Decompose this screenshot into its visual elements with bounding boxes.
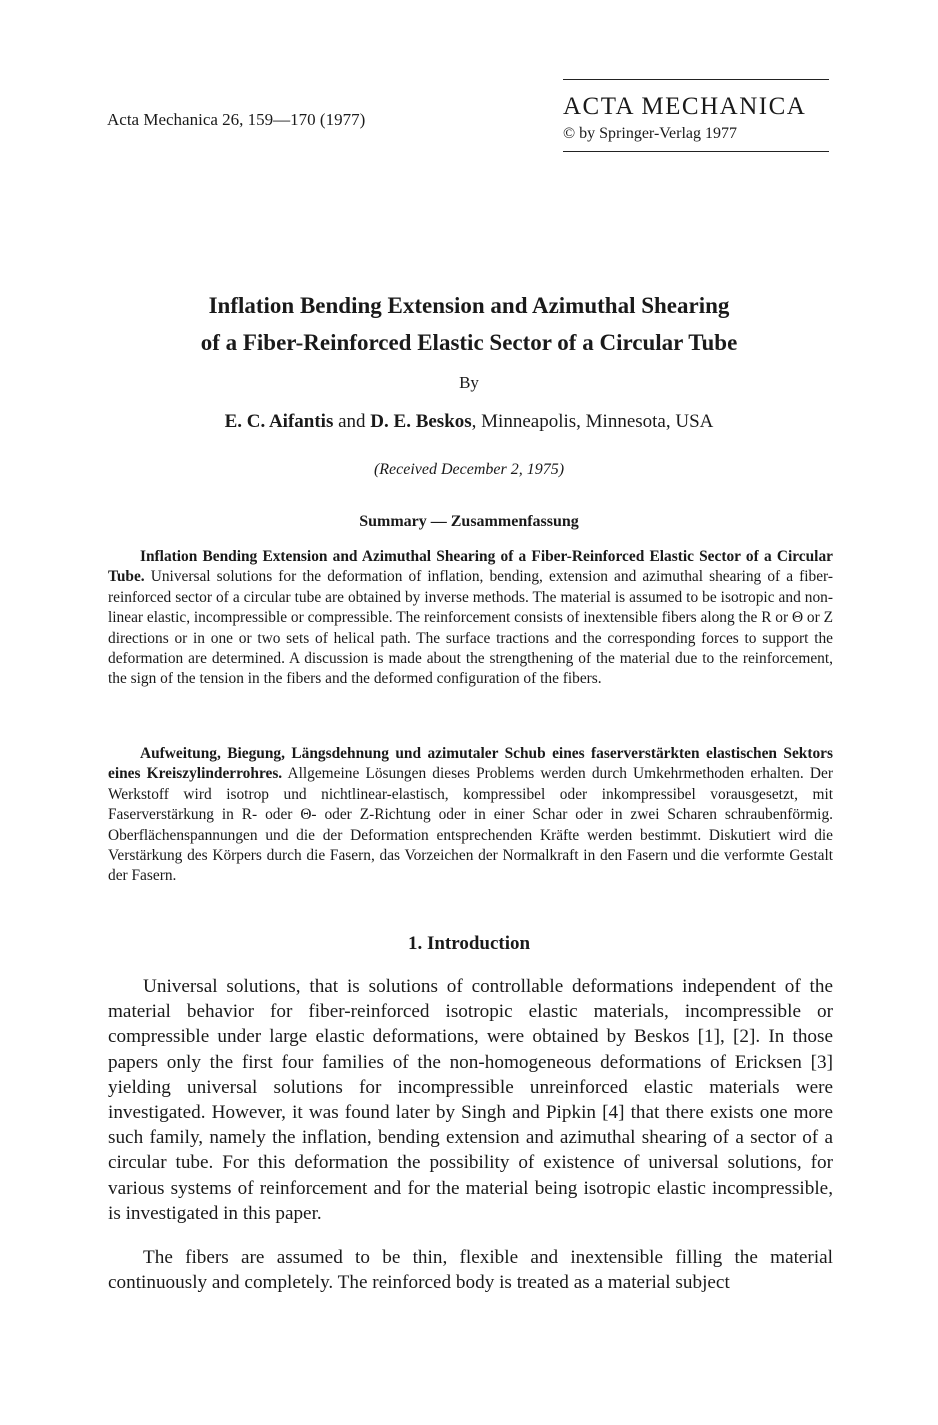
abstract-german-text: Allgemeine Lösungen dieses Problems werden durch Umkehrmethoden erhalten. Der Werkstoff wird isotrop und nichtlinear-elastisch, kompressibel oder inkompressibel vorausgesetzt, mit Faserverstärkung in R- oder Θ- oder Z-Richtung oder in einer Schar oder in zwei Scharen schraubenförmig. Oberflächenspannungen und die der Deformation entsprechenden Kräfte werden bestimmt. Diskutiert wird die Verstärkung des Körpers durch die Fasern, das Vorzeichen der Normalkraft in den Fasern und die verformte Gestalt der Fasern. <box>108 765 833 885</box>
abstract-english-text: Universal solutions for the deformation of inflation, bending, extension and azimuthal shearing of a fiber-reinforced sector of a circular tube are obtained by inverse methods. The material is assumed to be isotropic and non-linear elastic, incompressible or compressible. The reinforcement consists of inextensible fibers along the R or Θ or Z directions or in one or two sets of helical path. The surface tractions and the corresponding forces to support the deformation are determined. A discussion is made about the strengthening of the material due to the reinforcement, the sign of the tension in the fibers and the deformed configuration of the fibers. <box>108 568 834 688</box>
copyright-notice: © by Springer-Verlag 1977 <box>563 125 738 142</box>
section-heading-introduction: 1. Introduction <box>407 933 531 954</box>
author-1: E. C. Aifantis <box>224 411 334 432</box>
summary-heading: Summary — Zusammenfassung <box>359 513 579 530</box>
article-title <box>100 287 838 361</box>
abstract-english-title: Inflation Bending Extension and Azimuthal Shearing of a Fiber-Reinforced Elastic Sector of a Circular Tube. <box>108 548 833 586</box>
author-conjunction: and <box>333 411 371 432</box>
title-line-2: of a Fiber-Reinforced Elastic Sector of a Circular Tube <box>200 330 738 355</box>
abstract-german-title: Aufweitung, Biegung, Längsdehnung und azimutaler Schub eines faserverstärkten elastischen Sektors eines Kreiszylinderrohres. <box>108 745 833 783</box>
abstract-english <box>108 547 833 690</box>
introduction-paragraph-2: The fibers are assumed to be thin, flexible and inextensible filling the material continuously and completely. The reinforced body is treated as a material subject <box>108 1247 833 1294</box>
abstract-german <box>108 744 833 887</box>
affiliation: , Minneapolis, Minnesota, USA <box>471 411 714 432</box>
authors <box>100 411 838 433</box>
journal-citation: Acta Mechanica 26, 159—170 (1977) <box>107 110 366 129</box>
journal-name: ACTA MECHANICA <box>563 93 807 120</box>
author-2: D. E. Beskos <box>370 411 472 432</box>
received-date: (Received December 2, 1975) <box>373 461 565 478</box>
title-line-1: Inflation Bending Extension and Azimuthal Shearing <box>208 293 730 318</box>
bottom-rule <box>563 151 829 152</box>
introduction-paragraph-1: Universal solutions, that is solutions of controllable deformations independent of the material behavior for fiber-reinforced isotropic elastic materials, incompressible or compressible under large elastic deformations, were obtained by Beskos [1], [2]. In those papers only the first four families of the non-homogeneous deformations of Ericksen [3] yielding universal solutions for incompressible unreinforced elastic materials were investigated. However, it was found later by Singh and Pipkin [4] that there exists one more such family, namely the inflation, bending extension and azimuthal shearing of a sector of a circular tube. For this deformation the possibility of existence of universal solutions, for various systems of reinforcement and for the material being isotropic elastic incompressible, is investigated in this paper. <box>108 976 833 1224</box>
top-rule <box>563 79 829 80</box>
journal-block <box>563 79 831 152</box>
by-line: By <box>459 373 479 392</box>
